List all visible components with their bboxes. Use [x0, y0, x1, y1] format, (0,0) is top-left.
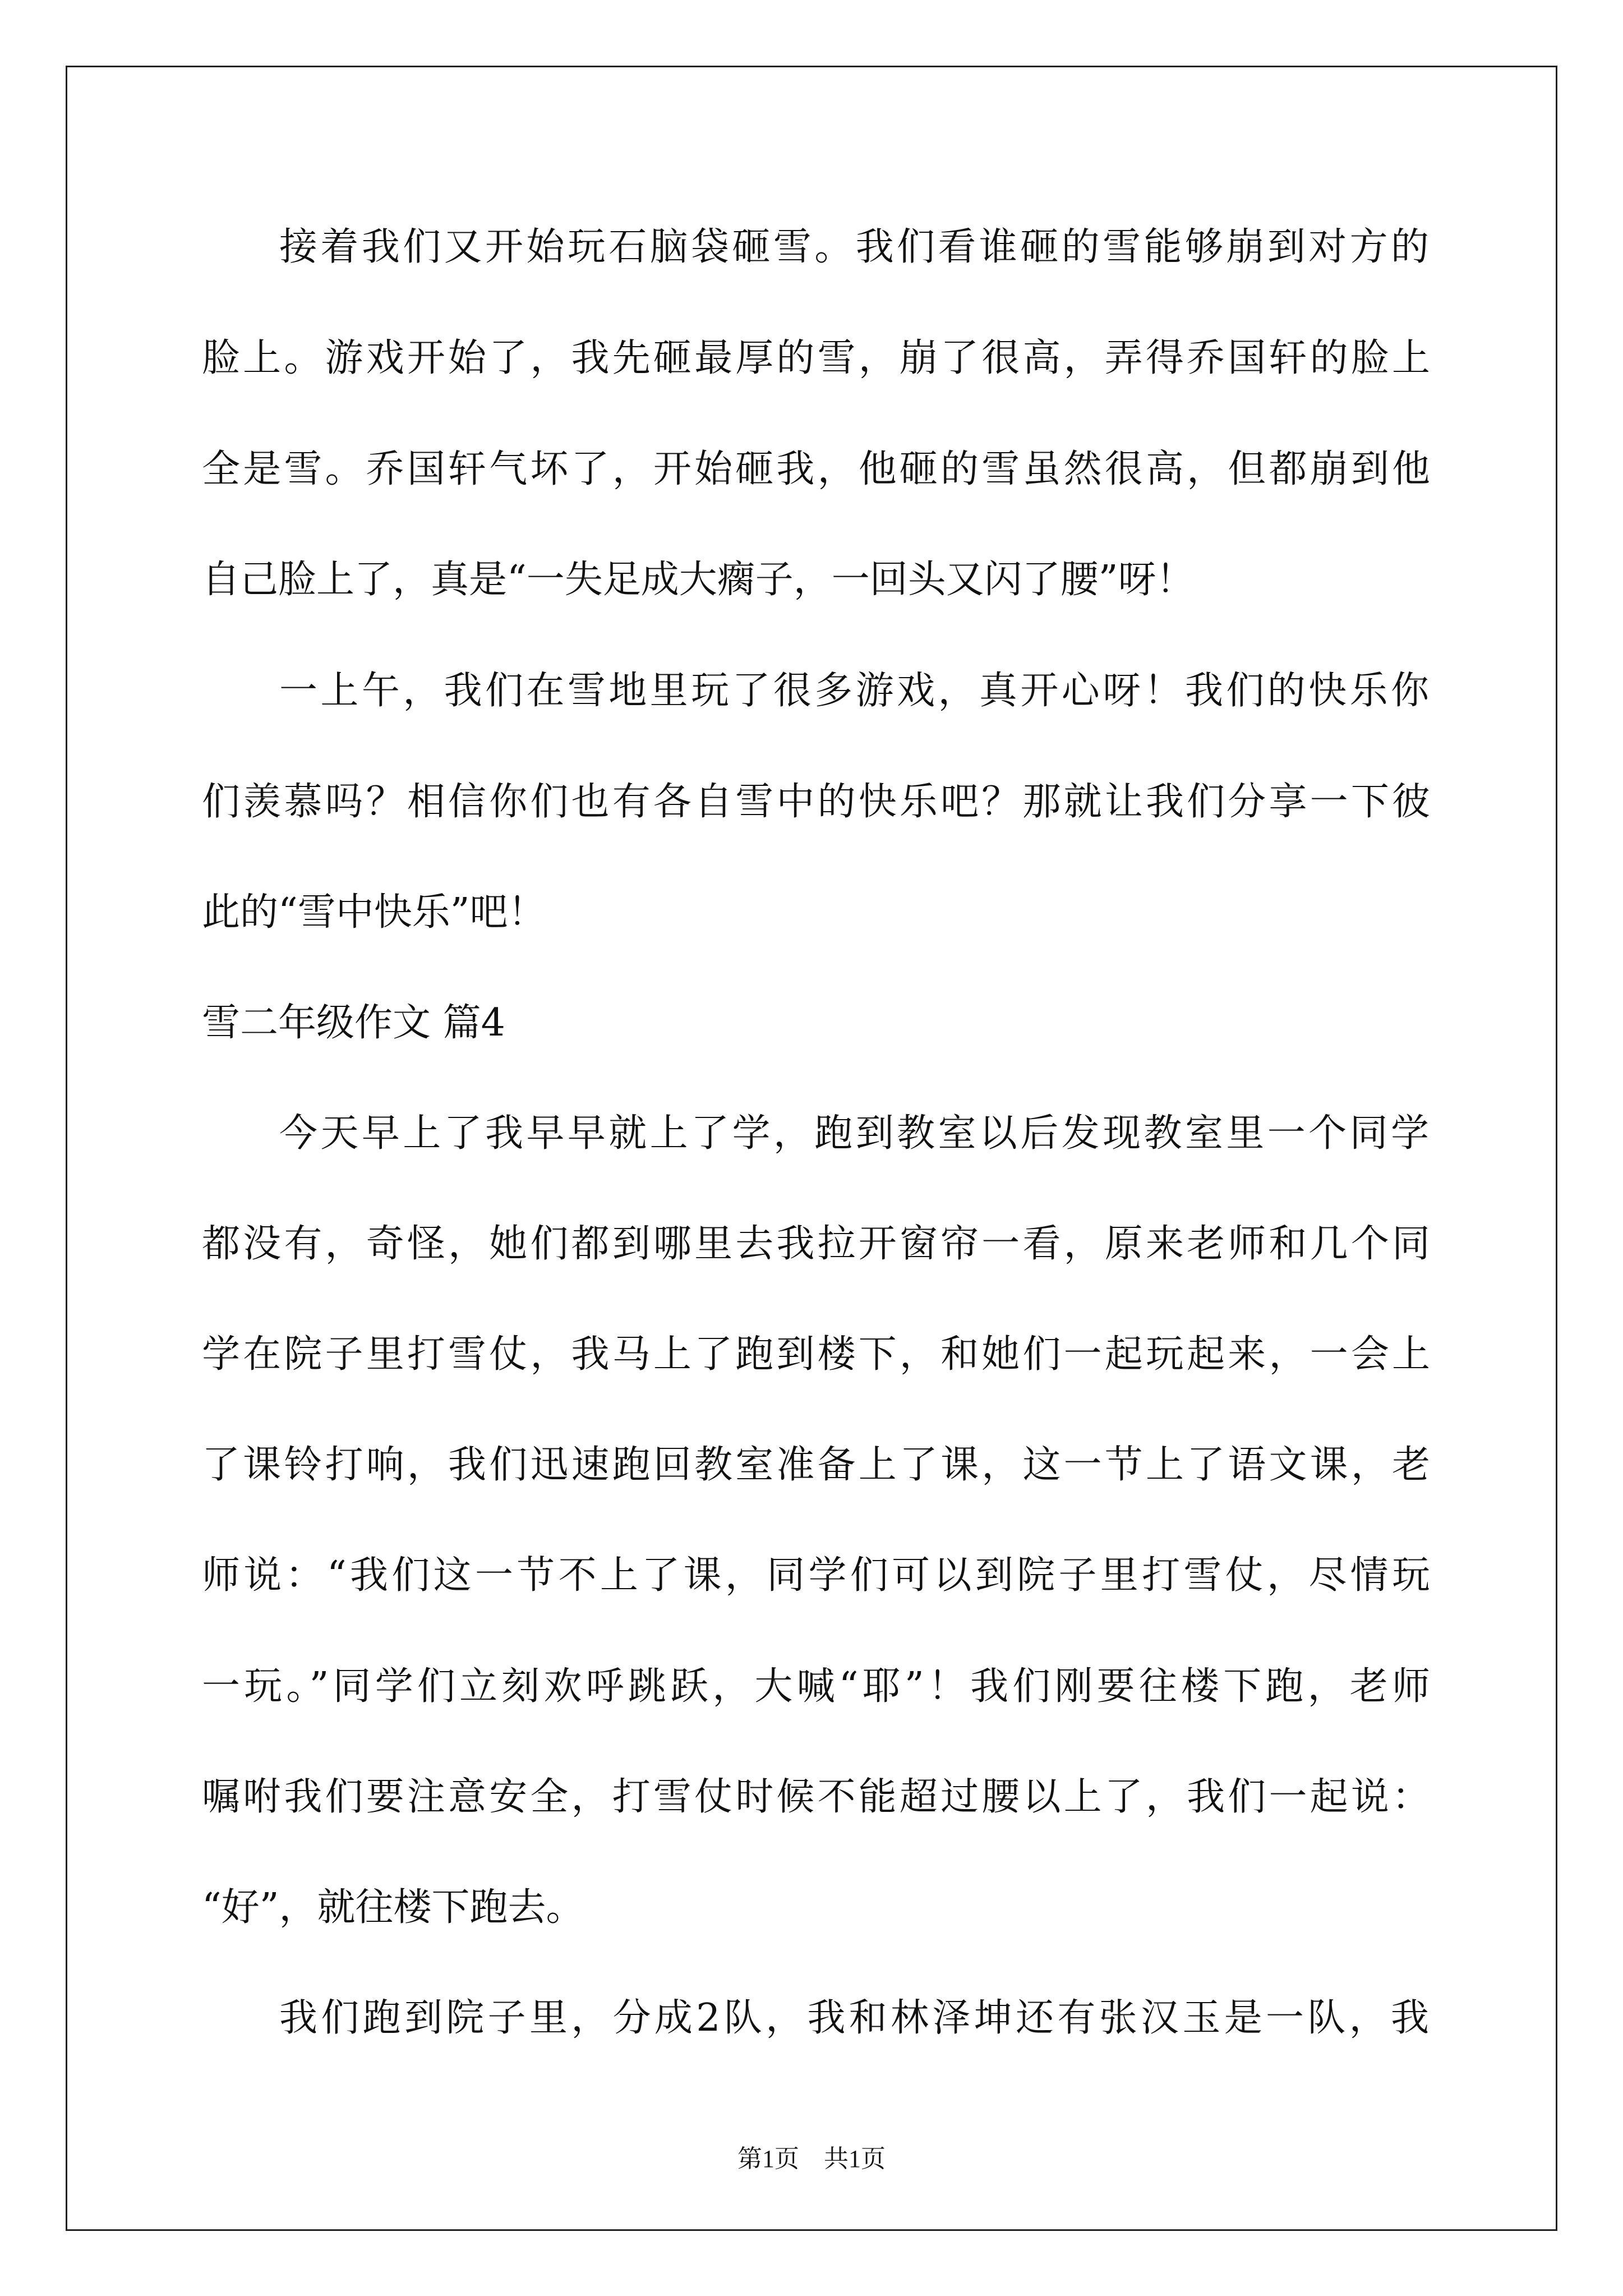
text-line: 接着我们又开始玩石脑袋砸雪。我们看谁砸的雪能够崩到对方的 [279, 225, 1429, 269]
text-line: 自己脸上了，真是“一失足成大瘸子，一回头又闪了腰”呀！ [202, 558, 1195, 602]
text-line: 我们跑到院子里，分成2队，我和林泽坤还有张汉玉是一队，我 [279, 1996, 1429, 2040]
text-line: 今天早上了我早早就上了学，跑到教室以后发现教室里一个同学 [279, 1111, 1429, 1156]
text-line: 嘱咐我们要注意安全，打雪仗时候不能超过腰以上了，我们一起说： [202, 1775, 1430, 1819]
text-line: 此的“雪中快乐”吧！ [202, 890, 546, 935]
page-footer: 第1页 共1页 [737, 2145, 886, 2173]
text-line: 们羡慕吗？相信你们也有各自雪中的快乐吧？那就让我们分享一下彼 [202, 780, 1430, 824]
text-line: 都没有，奇怪，她们都到哪里去我拉开窗帘一看，原来老师和几个同 [202, 1222, 1430, 1266]
section-heading: 雪二年级作文 篇4 [202, 1001, 505, 1045]
text-line: 了课铃打响，我们迅速跑回教室准备上了课，这一节上了语文课，老 [202, 1443, 1430, 1487]
text-line: 全是雪。乔国轩气坏了，开始砸我，他砸的雪虽然很高，但都崩到他 [202, 447, 1430, 491]
text-line: 师说：“我们这一节不上了课，同学们可以到院子里打雪仗，尽情玩 [202, 1553, 1430, 1598]
text-line: 一玩。”同学们立刻欢呼跳跃，大喊“耶”！我们刚要往楼下跑，老师 [202, 1664, 1430, 1709]
text-line: 一上午，我们在雪地里玩了很多游戏，真开心呀！我们的快乐你 [279, 669, 1429, 713]
text-line: “好”，就往楼下跑去。 [202, 1885, 584, 1930]
text-line: 脸上。游戏开始了，我先砸最厚的雪，崩了很高，弄得乔国轩的脸上 [202, 336, 1430, 380]
text-line: 学在院子里打雪仗，我马上了跑到楼下，和她们一起玩起来，一会上 [202, 1332, 1430, 1377]
